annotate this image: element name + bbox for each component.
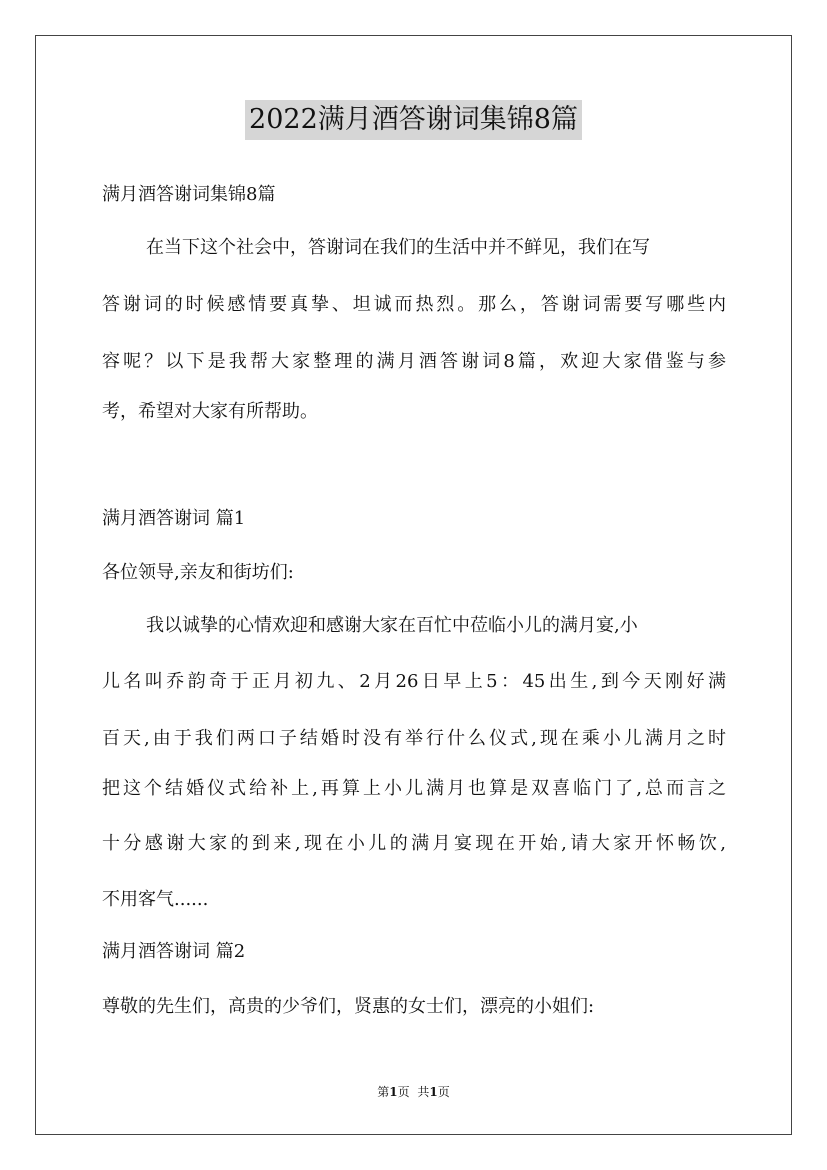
section-2-salutation: 尊敬的先生们，高贵的少爷们，贤惠的女士们，漂亮的小姐们:	[102, 996, 595, 1017]
footer-total-suffix: 页	[437, 1085, 450, 1099]
footer-page-number: 1	[389, 1085, 398, 1099]
section-1-body-line-5: 十分感谢大家的到来,现在小儿的满月宴现在开始,请大家开怀畅饮,	[102, 833, 726, 854]
page-footer	[0, 1084, 827, 1100]
footer-total-number: 1	[429, 1085, 438, 1099]
intro-line-3: 容呢？以下是我帮大家整理的满月酒答谢词8篇，欢迎大家借鉴与参	[102, 351, 726, 372]
document-title: 2022满月酒答谢词集锦8篇	[245, 100, 582, 140]
section-1-heading: 满月酒答谢词 篇1	[102, 508, 246, 529]
section-1-body-line-1: 我以诚挚的心情欢迎和感谢大家在百忙中莅临小儿的满月宴,小	[146, 615, 638, 636]
section-1-salutation: 各位领导,亲友和街坊们:	[102, 562, 294, 583]
section-1-body-line-2: 儿名叫乔韵奇于正月初九、2月26日早上5：45出生,到今天刚好满	[102, 671, 726, 692]
section-2-heading: 满月酒答谢词 篇2	[102, 941, 246, 962]
section-1-body-line-3: 百天,由于我们两口子结婚时没有举行什么仪式,现在乘小儿满月之时	[102, 728, 726, 749]
section-1-body-line-4: 把这个结婚仪式给补上,再算上小儿满月也算是双喜临门了,总而言之	[102, 778, 726, 799]
footer-total-prefix: 共	[417, 1085, 430, 1099]
document-subtitle: 满月酒答谢词集锦8篇	[102, 184, 276, 205]
intro-line-2: 答谢词的时候感情要真挚、坦诚而热烈。那么，答谢词需要写哪些内	[102, 294, 726, 315]
intro-line-4: 考，希望对大家有所帮助。	[102, 401, 318, 422]
section-1-body-line-6: 不用客气......	[102, 889, 209, 910]
footer-page-prefix: 第	[377, 1085, 390, 1099]
footer-page-suffix: 页	[397, 1085, 410, 1099]
title-container	[0, 100, 827, 140]
intro-line-1: 在当下这个社会中，答谢词在我们的生活中并不鲜见，我们在写	[146, 237, 650, 258]
